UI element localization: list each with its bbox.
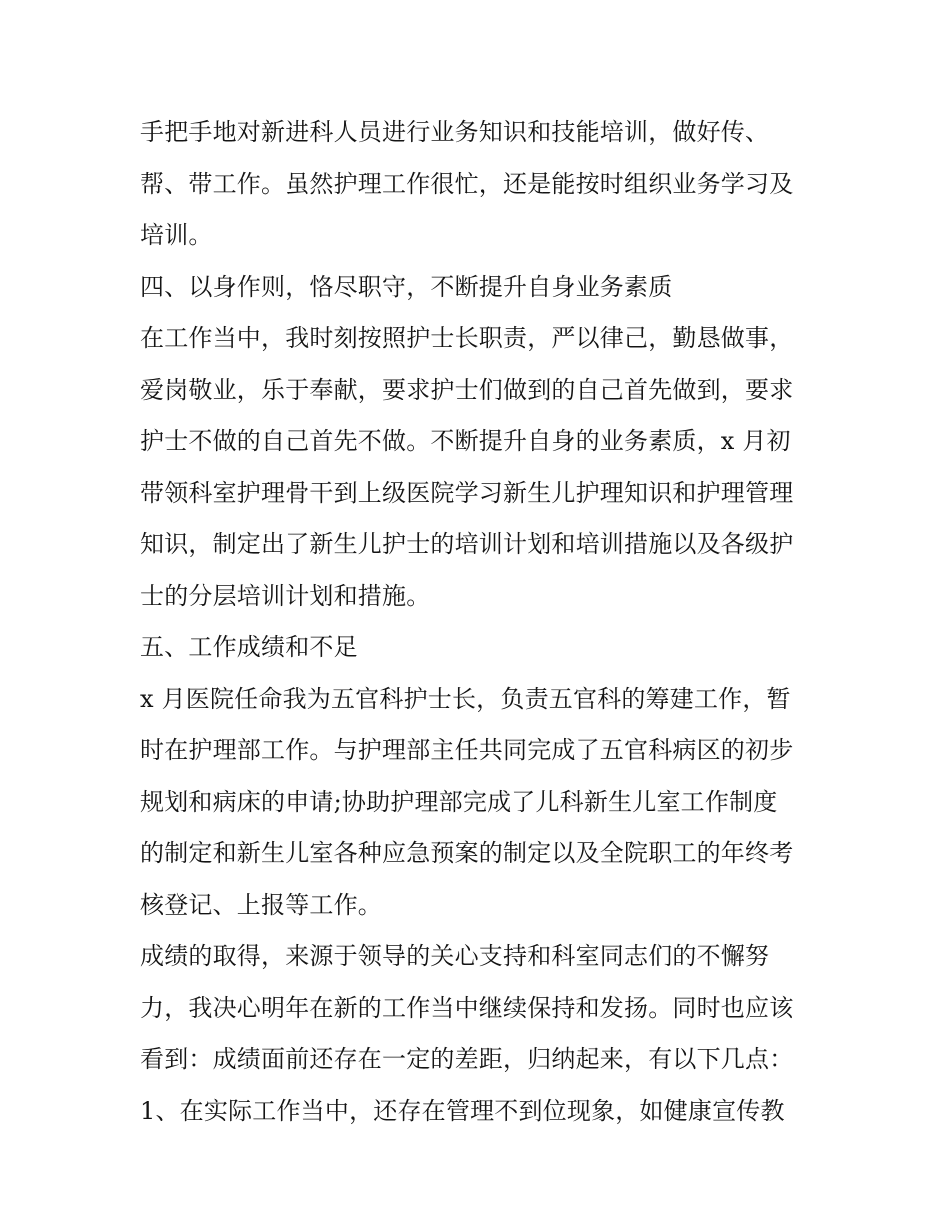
text-line: 带领科室护理骨干到上级医院学习新生儿护理知识和护理管理	[140, 478, 794, 507]
text-line: 帮、带工作。虽然护理工作很忙，还是能按时组织业务学习及	[140, 169, 794, 198]
text-line: 士的分层培训计划和措施。	[140, 581, 431, 610]
text-line: 核登记、上报等工作。	[140, 890, 382, 919]
text-line: 时在护理部工作。与护理部主任共同完成了五官科病区的初步	[140, 736, 794, 764]
text-line: 成绩的取得，来源于领导的关心支持和科室同志们的不懈努	[140, 942, 770, 970]
text-line: 在工作当中，我时刻按照护士长职责，严以律己，勤恳做事，	[140, 324, 794, 352]
text-line: 爱岗敬业，乐于奉献，要求护士们做到的自己首先做到，要求	[140, 375, 794, 404]
list-item-1: 1、在实际工作当中，还存在管理不到位现象，如健康宣传教	[140, 1096, 785, 1125]
text-line: 手把手地对新进科人员进行业务知识和技能培训，做好传、	[140, 118, 770, 146]
text-line: 知识，制定出了新生儿护士的培训计划和培训措施以及各级护	[140, 530, 794, 558]
section-heading-5: 五、工作成绩和不足	[140, 633, 358, 661]
text-line: x 月医院任命我为五官科护士长，负责五官科的筹建工作，暂	[140, 684, 791, 713]
text-line: 规划和病床的申请;协助护理部完成了儿科新生儿室工作制度	[140, 787, 778, 816]
text-line: 护士不做的自己首先不做。不断提升自身的业务素质，x 月初	[140, 427, 791, 455]
body-text	[140, 107, 830, 1137]
text-line: 看到：成绩面前还存在一定的差距，归纳起来，有以下几点：	[140, 1045, 794, 1073]
text-line: 力，我决心明年在新的工作当中继续保持和发扬。同时也应该	[140, 993, 794, 1022]
section-heading-4: 四、以身作则，恪尽职守，不断提升自身业务素质	[140, 272, 673, 301]
text-line: 的制定和新生儿室各种应急预案的制定以及全院职工的年终考	[140, 839, 794, 867]
text-line: 培训。	[140, 221, 213, 249]
